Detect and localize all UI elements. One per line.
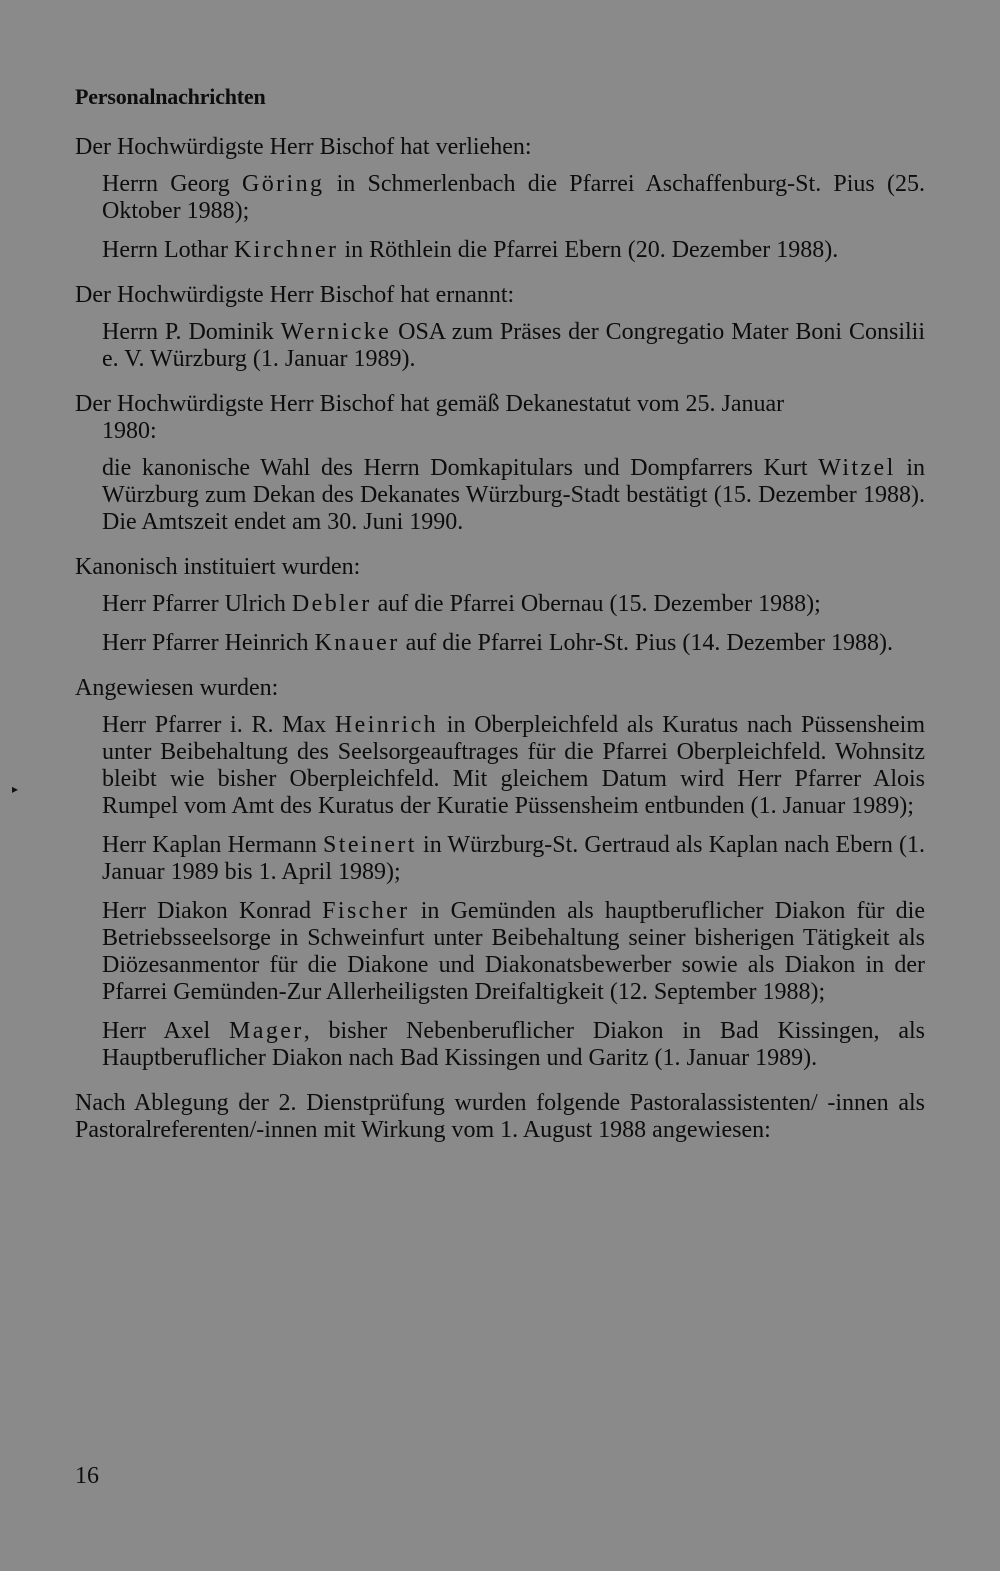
person-name: Mager [229, 1018, 304, 1044]
section-lead: Der Hochwürdigste Herr Bischof hat verliehen: [75, 134, 532, 160]
entry: Herrn Lothar Kirchner in Röthlein die Pfarrei Ebern (20. Dezember 1988). [102, 237, 839, 263]
person-name: Fischer [322, 898, 410, 924]
entry: Herr Pfarrer Heinrich Knauer auf die Pfarrei Lohr-St. Pius (14. Dezember 1988). [102, 630, 893, 656]
section-lead: Angewiesen wurden: [75, 675, 279, 701]
person-name: Kirchner [233, 237, 339, 263]
person-name: Steinert [323, 832, 417, 858]
entry: Herrn P. Dominik Wernicke OSA zum Präses der Congregatio Mater Boni Consilii e. V. Würzburg (1. Januar 1989). [102, 319, 925, 372]
entry: Herr Kaplan Hermann Steinert in Würzburg-St. Gertraud als Kaplan nach Ebern (1. Januar 1989 bis 1. April 1989); [102, 832, 925, 885]
section-ernannt [75, 282, 925, 373]
entry: Herr Pfarrer Ulrich Debler auf die Pfarrei Obernau (15. Dezember 1988); [102, 591, 821, 617]
person-name: Wernicke [280, 319, 392, 345]
page-heading: Personalnachrichten [75, 84, 266, 109]
closing-paragraph: Nach Ablegung der 2. Dienstprüfung wurden folgende Pastoralassistenten/ -innen als Pastoralreferenten/-innen mit Wirkung vom 1. August 1988 angewiesen: [75, 1090, 925, 1143]
section-instituiert [75, 554, 925, 657]
entry: Herr Axel Mager, bisher Nebenberuflicher Diakon in Bad Kissingen, als Hauptberuflicher Diakon nach Bad Kissingen und Garitz (1. Januar 1989). [102, 1018, 925, 1071]
person-name: Heinrich [334, 712, 439, 738]
margin-mark: ▸ [12, 782, 19, 796]
entry: die kanonische Wahl des Herrn Domkapitulars und Dompfarrers Kurt Witzel in Würzburg zum Dekan des Dekanates Würzburg-Stadt bestätigt (15. Dezember 1988). Die Amtszeit endet am 30. Juni 1990. [102, 455, 926, 535]
page-number: 16 [75, 1463, 99, 1489]
entry: Herr Diakon Konrad Fischer in Gemünden als hauptberuflicher Diakon für die Betriebsseelsorge in Schweinfurt unter Beibehaltung seiner bisherigen Tätigkeit als Diözesanmentor für die Diakone und Diakonatsbewerber sowie als Diakon in der Pfarrei Gemünden-Zur Allerheiligsten Dreifaltigkeit (12. September 1988); [102, 898, 925, 1005]
document-page [75, 82, 925, 1154]
entry: Herrn Georg Göring in Schmerlenbach die Pfarrei Aschaffenburg-St. Pius (25. Oktober 1988); [102, 171, 925, 224]
section-lead: Der Hochwürdigste Herr Bischof hat gemäß Dekanestatut vom 25. Januar 1980: [75, 391, 785, 444]
person-name: Debler [291, 591, 372, 617]
entry: Herr Pfarrer i. R. Max Heinrich in Oberpleichfeld als Kuratus nach Püssensheim unter Beibehaltung des Seelsorgeauftrages für die Pfarrei Oberpleichfeld. Wohnsitz bleibt wie bisher Oberpleichfeld. Mit gleichem Datum wird Herr Pfarrer Alois Rumpel vom Amt des Kuratus der Kuratie Püssensheim entbunden (1. Januar 1989); [102, 712, 925, 819]
section-angewiesen [75, 675, 925, 1072]
section-lead: Der Hochwürdigste Herr Bischof hat ernannt: [75, 282, 515, 308]
section-verliehen [75, 134, 925, 264]
section-dekanestatut [75, 391, 925, 536]
section-lead: Kanonisch instituiert wurden: [75, 554, 361, 580]
person-name: Göring [241, 171, 325, 197]
person-name: Witzel [818, 455, 896, 481]
person-name: Knauer [314, 630, 400, 656]
